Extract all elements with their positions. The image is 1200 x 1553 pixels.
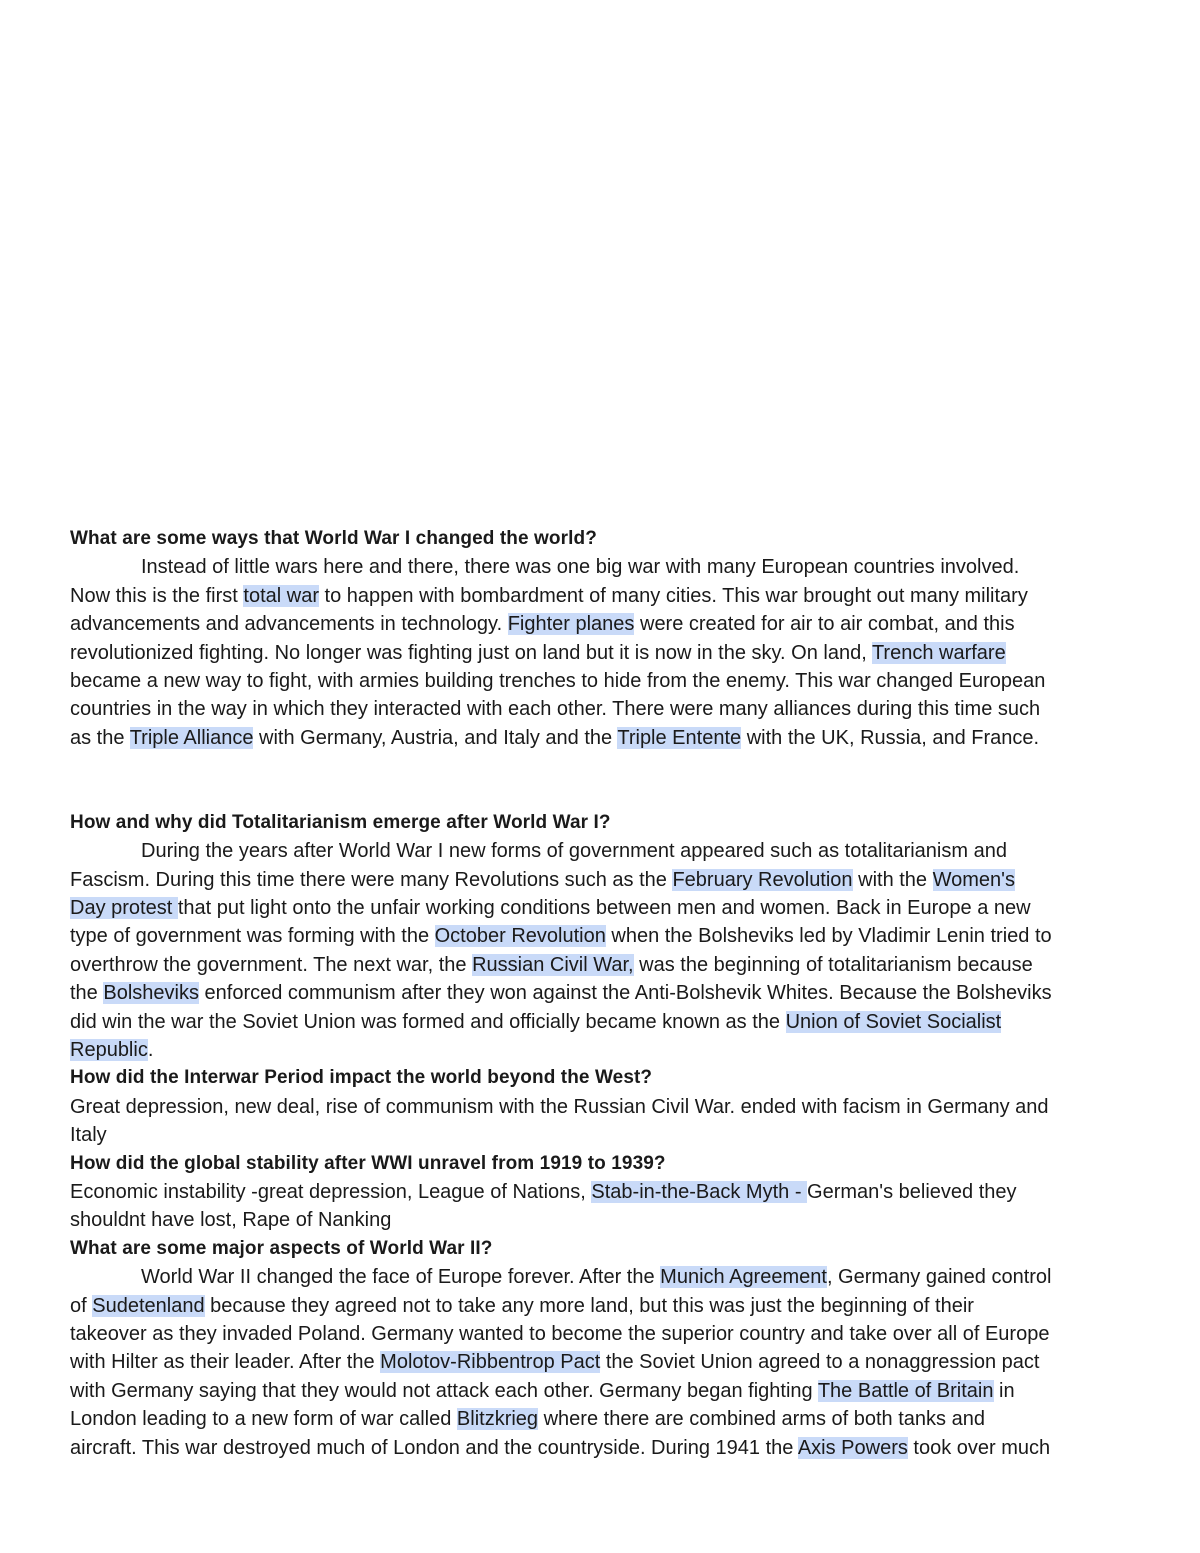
text-run: takeover as they invaded Poland. Germany wanted to become the superior country and take over all of Europe <box>70 1322 1050 1345</box>
text-run: Instead of little wars here and there, there was one big war with many European countries involved. <box>141 556 1020 579</box>
paragraph-line <box>70 866 1132 894</box>
highlighted-term: Blitzkrieg <box>456 1408 539 1431</box>
document-body <box>70 525 1132 1462</box>
highlighted-term: Axis Powers <box>797 1436 908 1459</box>
paragraph-line <box>70 610 1132 638</box>
text-run: in <box>993 1379 1015 1402</box>
text-run: revolutionized fighting. No longer was fighting just on land but it is now in the sky. On land, <box>70 641 872 664</box>
highlighted-term: Triple Entente <box>617 726 742 749</box>
blank-space <box>70 752 1132 809</box>
text-run: Now this is the first <box>70 584 244 607</box>
paragraph-line <box>70 1292 1132 1320</box>
text-run: Italy <box>70 1124 107 1147</box>
highlighted-term: Republic <box>70 1039 148 1062</box>
text-run: World War II changed the face of Europe forever. After the <box>141 1266 661 1289</box>
question-heading: How and why did Totalitarianism emerge after World War I? <box>70 811 611 833</box>
text-run: Economic instability -great depression, League of Nations, <box>70 1181 592 1203</box>
paragraph-line <box>70 1093 1132 1121</box>
text-run: enforced communism after they won against the Anti-Bolshevik Whites. Because the Bolsheviks <box>198 982 1052 1005</box>
text-run: when the Bolsheviks led by Vladimir Lenin tried to <box>605 925 1052 948</box>
highlighted-term: The Battle of Britain <box>817 1379 994 1402</box>
text-run: aircraft. This war destroyed much of London and the countryside. During 1941 the <box>70 1436 798 1459</box>
text-run: advancements and advancements in technology. <box>70 613 508 636</box>
text-run: countries in the way in which they interacted with each other. There were many alliances during this time such <box>70 698 1041 721</box>
question-heading: How did the global stability after WWI unravel from 1919 to 1939? <box>70 1152 666 1174</box>
text-run: type of government was forming with the <box>70 925 435 948</box>
paragraph-line <box>70 1320 1132 1348</box>
highlighted-term: Fighter planes <box>507 613 635 636</box>
question-heading: What are some major aspects of World War II? <box>70 1237 493 1259</box>
paragraph-line <box>70 979 1132 1007</box>
paragraph-line <box>70 639 1132 667</box>
text-run: to happen with bombardment of many cities. This war brought out many military <box>318 584 1028 607</box>
paragraph-line <box>70 951 1132 979</box>
paragraph-line <box>70 1036 1132 1064</box>
text-run: that put light onto the unfair working conditions between men and women. Back in Europe a new <box>177 897 1031 920</box>
highlighted-term: Russian Civil War, <box>472 953 634 976</box>
text-run: as the <box>70 726 130 749</box>
highlighted-term: Trench warfare <box>871 641 1006 664</box>
text-run: were created for air to air combat, and this <box>634 613 1015 636</box>
paragraph-line <box>70 1206 1132 1234</box>
paragraph-line <box>70 1263 1132 1291</box>
paragraph-line <box>70 582 1132 610</box>
paragraph-line <box>70 837 1132 865</box>
question-heading: What are some ways that World War I changed the world? <box>70 528 597 549</box>
highlighted-term: Sudetenland <box>92 1294 205 1317</box>
paragraph-line <box>70 894 1132 922</box>
text-run: German's believed they <box>807 1181 1017 1203</box>
text-run: Great depression, new deal, rise of communism with the Russian Civil War. ended with facism in Germany and <box>70 1095 1049 1118</box>
text-run: where there are combined arms of both tanks and <box>538 1408 985 1431</box>
paragraph-line <box>70 1434 1132 1462</box>
paragraph-line <box>70 1121 1132 1149</box>
text-run: overthrow the government. The next war, the <box>70 953 473 976</box>
paragraph-line <box>70 1377 1132 1405</box>
paragraph-line <box>70 922 1132 950</box>
text-run: became a new way to fight, with armies building trenches to hide from the enemy. This war changed European <box>70 669 1046 692</box>
text-run: because they agreed not to take any more land, but this was just the beginning of their <box>204 1294 974 1317</box>
text-run: During the years after World War I new forms of government appeared such as totalitarianism and <box>141 840 1007 863</box>
text-run: with Hilter as their leader. After the <box>70 1351 381 1374</box>
highlighted-term: October Revolution <box>434 925 606 948</box>
text-run: of <box>70 1294 93 1317</box>
paragraph-line <box>70 553 1132 581</box>
highlighted-term: Day protest <box>70 897 178 920</box>
highlighted-term: total war <box>243 584 319 607</box>
highlighted-term: Molotov-Ribbentrop Pact <box>380 1351 601 1374</box>
text-run: with Germany saying that they would not attack each other. Germany began fighting <box>70 1379 818 1402</box>
text-run: shouldnt have lost, Rape of Nanking <box>70 1209 392 1232</box>
paragraph-line <box>70 724 1132 752</box>
paragraph-line <box>70 1405 1132 1433</box>
text-run: Fascism. During this time there were many Revolutions such as the <box>70 868 673 891</box>
text-run: did win the war the Soviet Union was formed and officially became known as the <box>70 1010 786 1033</box>
text-run: the Soviet Union agreed to a nonaggression pact <box>600 1351 1040 1374</box>
highlighted-term: Munich Agreement <box>660 1266 827 1289</box>
highlighted-term: Bolsheviks <box>103 982 199 1005</box>
highlighted-term: Union of Soviet Socialist <box>785 1010 1002 1033</box>
text-run: took over much <box>907 1436 1051 1459</box>
text-run: with the <box>852 868 933 891</box>
text-run: . <box>147 1039 154 1062</box>
text-run: with the UK, Russia, and France. <box>741 726 1040 749</box>
text-run: with Germany, Austria, and Italy and the <box>253 726 618 749</box>
paragraph-line <box>70 1348 1132 1376</box>
paragraph-line <box>70 1178 1132 1206</box>
highlighted-term: Women's <box>932 868 1015 891</box>
highlighted-term: February Revolution <box>672 868 853 891</box>
text-run: was the beginning of totalitarianism because <box>633 953 1033 976</box>
paragraph-line <box>70 1008 1132 1036</box>
text-run: London leading to a new form of war called <box>70 1408 457 1431</box>
question-heading: How did the Interwar Period impact the world beyond the West? <box>70 1067 653 1089</box>
text-run: the <box>70 982 104 1005</box>
highlighted-term: Stab-in-the-Back Myth - <box>591 1181 808 1203</box>
paragraph-line <box>70 695 1132 723</box>
text-run: , Germany gained control <box>826 1266 1052 1289</box>
paragraph-line <box>70 667 1132 695</box>
highlighted-term: Triple Alliance <box>129 726 254 749</box>
